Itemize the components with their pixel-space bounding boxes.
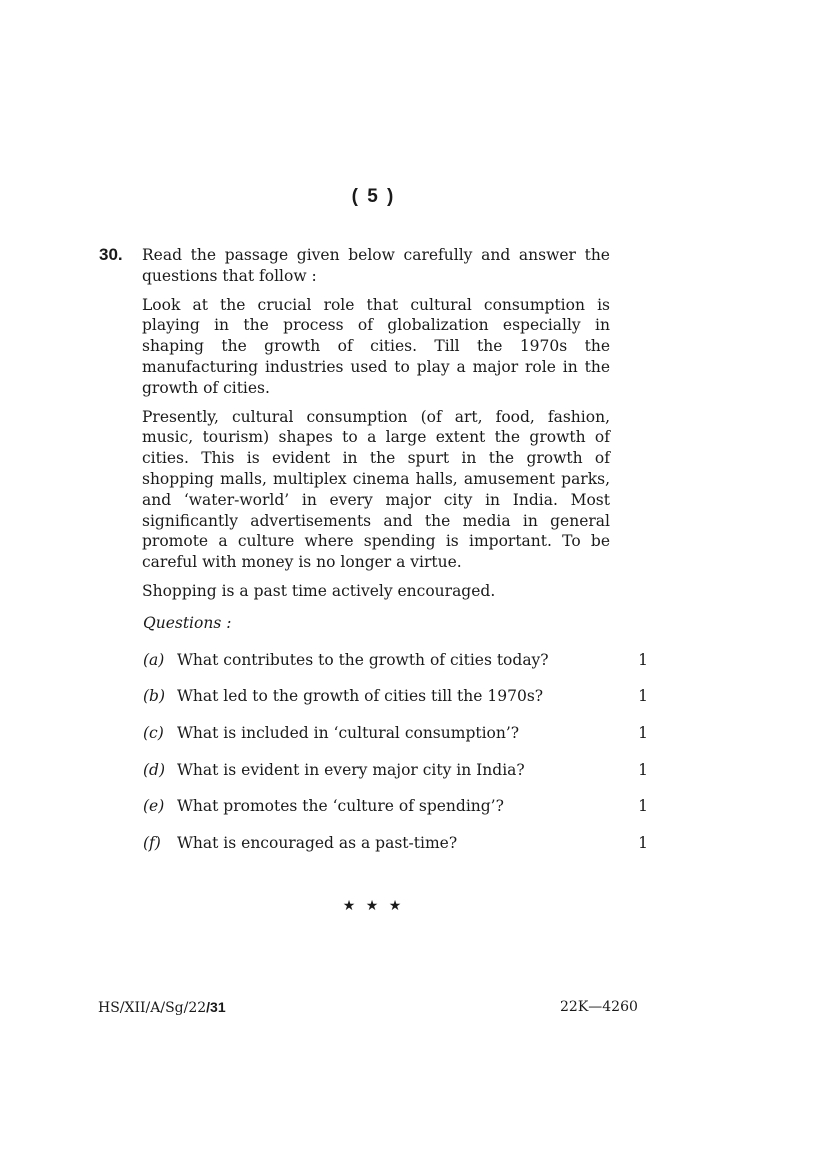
sub-question-text: What contributes to the growth of cities today? [177,651,549,669]
paper-code [98,999,226,1016]
sub-question-text: What promotes the ‘culture of spending’? [177,797,504,815]
sub-question-text: What is included in ‘cultural consumption’? [177,724,520,742]
page-number: ( 5 ) [351,186,396,207]
sub-question-letter: (f) [143,834,161,852]
sub-question-marks: 1 [638,651,648,669]
sub-question-text: What is encouraged as a past-time? [177,834,458,852]
sub-question-text: What led to the growth of cities till the 1970s? [177,687,544,705]
sub-question-text: What is evident in every major city in India? [177,761,525,779]
sub-question-letter: (c) [143,724,164,742]
sub-question-f [143,834,648,856]
sub-question-marks: 1 [638,761,648,779]
questions-heading: Questions : [143,614,232,632]
question-body [142,245,610,610]
passage-paragraph-1: Look at the crucial role that cultural consumption is playing in the process of globalization especially in shaping the growth of cities. Till the 1970s the manufacturing industries used to play a major role in the growth of cities. [142,295,610,397]
print-code: 22K—4260 [560,999,638,1015]
sub-question-b [143,687,648,709]
question-number: 30. [99,245,123,264]
sub-question-marks: 1 [638,834,648,852]
sub-question-e [143,797,648,819]
sub-question-marks: 1 [638,797,648,815]
end-of-paper-stars: ★ ★ ★ [342,898,405,914]
sub-question-marks: 1 [638,687,648,705]
sub-question-letter: (d) [143,761,166,779]
question-instruction: Read the passage given below carefully and answer the questions that follow : [142,246,610,285]
paper-code-prefix: HS/XII/A/Sg/22 [98,1000,207,1016]
sub-question-a [143,651,648,673]
sub-question-letter: (b) [143,687,166,705]
passage-paragraph-3: Shopping is a past time actively encouraged. [142,581,496,600]
sub-question-d [143,761,648,783]
sub-question-letter: (a) [143,651,165,669]
sub-question-marks: 1 [638,724,648,742]
passage-paragraph-2: Presently, cultural consumption (of art, food, fashion, music, tourism) shapes to a large extent the growth of cities. This is evident in the spurt in the growth of shopping malls, multiplex cinema halls, amusement parks, and ‘water-world’ in every major city in India. Most significantly advertisements and the media in general promote a culture where spending is important. To be careful with money is no longer a virtue. [142,407,610,572]
sub-question-letter: (e) [143,797,165,815]
paper-code-suffix: /31 [206,999,226,1015]
sub-question-c [143,724,648,746]
